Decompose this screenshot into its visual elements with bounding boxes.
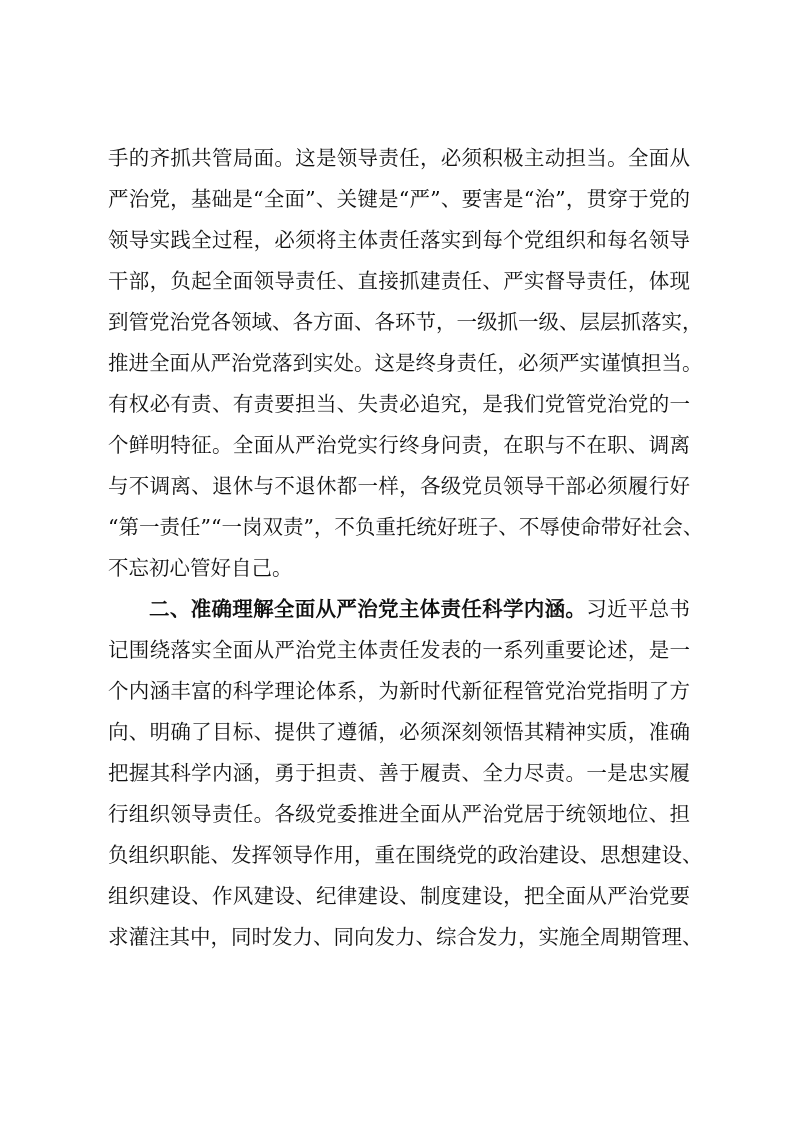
paragraph-line: 领导实践全过程，必须将主体责任落实到每个党组织和每名领导 xyxy=(108,228,690,252)
heading-line-continuation: 习近平总书 xyxy=(586,597,690,621)
paragraph-line: 到管党治党各领域、各方面、各环节，一级抓一级、层层抓落实， xyxy=(108,310,703,334)
paragraph-line: 个内涵丰富的科学理论体系，为新时代新征程管党治党指明了方 xyxy=(108,679,690,703)
paragraph-line: “第一责任”“一岗双责”，不负重托统好班子、不辱使命带好社会、 xyxy=(108,515,704,539)
paragraph-line: 不忘初心管好自己。 xyxy=(108,556,293,580)
paragraph-line: 行组织领导责任。各级党委推进全面从严治党居于统领地位、担 xyxy=(108,802,690,826)
paragraph-line: 求灌注其中，同时发力、同向发力、综合发力，实施全周期管理、 xyxy=(108,925,703,949)
paragraph-line: 手的齐抓共管局面。这是领导责任，必须积极主动担当。全面从 xyxy=(108,146,690,170)
paragraph-line: 记围绕落实全面从严治党主体责任发表的一系列重要论述，是一 xyxy=(108,638,690,662)
document-body xyxy=(108,138,704,958)
paragraph-line: 有权必有责、有责要担当、失责必追究，是我们党管党治党的一 xyxy=(108,392,690,416)
paragraph-line: 向、明确了目标、提供了遵循，必须深刻领悟其精神实质，准确 xyxy=(108,720,690,744)
paragraph-line: 负组织职能、发挥领导作用，重在围绕党的政治建设、思想建设、 xyxy=(108,843,703,867)
paragraph-line: 把握其科学内涵，勇于担责、善于履责、全力尽责。一是忠实履 xyxy=(108,761,690,785)
paragraph-line: 与不调离、退休与不退休都一样，各级党员领导干部必须履行好 xyxy=(108,474,690,498)
section-heading-line xyxy=(108,589,690,630)
paragraph-line: 个鲜明特征。全面从严治党实行终身问责，在职与不在职、调离 xyxy=(108,433,690,457)
paragraph-line: 严治党，基础是“全面”、关键是“严”、要害是“治”，贯穿于党的 xyxy=(108,187,690,211)
paragraph-line: 组织建设、作风建设、纪律建设、制度建设，把全面从严治党要 xyxy=(108,884,690,908)
section-heading: 二、准确理解全面从严治党主体责任科学内涵。 xyxy=(149,597,587,621)
paragraph-line: 干部，负起全面领导责任、直接抓建责任、严实督导责任，体现 xyxy=(108,269,690,293)
paragraph-line: 推进全面从严治党落到实处。这是终身责任，必须严实谨慎担当。 xyxy=(108,351,703,375)
